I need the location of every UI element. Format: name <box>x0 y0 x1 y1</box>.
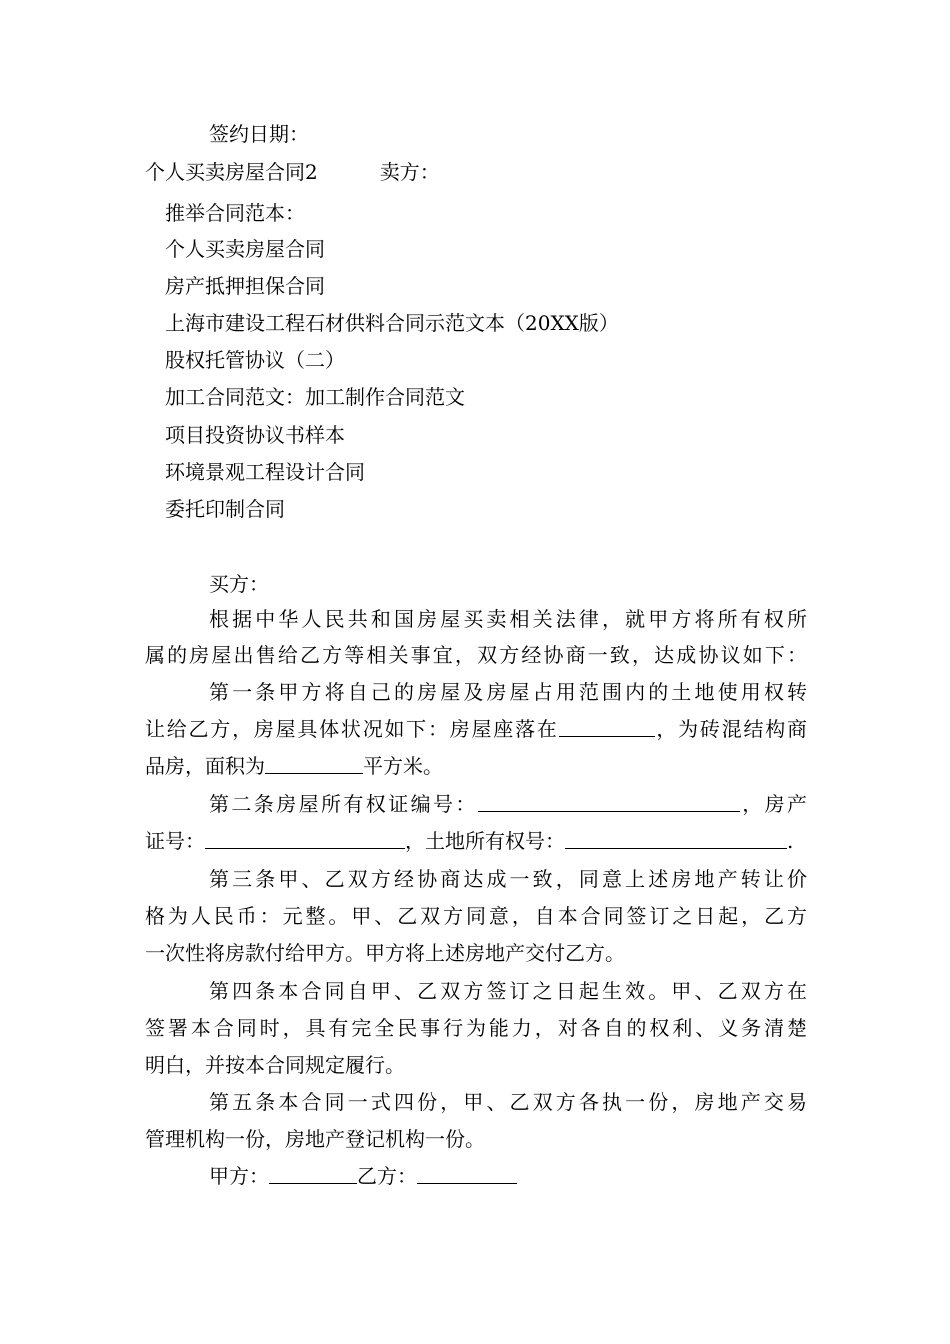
article-4-line: 签署本合同时，具有完全民事行为能力，对各自的权利、义务清楚 <box>145 1016 807 1040</box>
recommend-link[interactable]: 股权托管协议（二） <box>165 348 345 372</box>
blank-party-a <box>269 1165 357 1184</box>
buyer-label: 买方： <box>209 572 269 596</box>
sign-date-label: 签约日期： <box>209 122 309 146</box>
recommend-link[interactable]: 个人买卖房屋合同 <box>165 237 325 261</box>
article-3-line: 格为人民币：元整。甲、乙双方同意，自本合同签订之日起，乙方 <box>145 904 807 928</box>
party-b-label: 乙方： <box>357 1164 417 1188</box>
blank-property-cert <box>205 830 405 849</box>
blank-area <box>265 755 363 774</box>
signature-line <box>209 1164 807 1188</box>
blank-party-b <box>417 1165 517 1184</box>
article-5-line: 管理机构一份，房地产登记机构一份。 <box>145 1127 485 1151</box>
article-3-line: 一次性将房款付给甲方。甲方将上述房地产交付乙方。 <box>145 941 625 965</box>
party-a-label: 甲方： <box>209 1164 269 1188</box>
article-1-line: 让给乙方，房屋具体状况如下：房屋座落在 ，为砖混结构商 <box>145 717 808 741</box>
recommend-heading: 推举合同范本： <box>165 201 305 225</box>
seller-label: 卖方： <box>379 160 440 184</box>
intro-line: 根据中华人民共和国房屋买卖相关法律，就甲方将所有权所 <box>209 607 807 631</box>
article-1-line: 第一条甲方将自己的房屋及房屋占用范围内的土地使用权转 <box>209 680 807 704</box>
article-4-line: 第四条本合同自甲、乙双方签订之日起生效。甲、乙双方在 <box>209 979 807 1003</box>
blank-address <box>559 718 655 737</box>
recommend-link[interactable]: 环境景观工程设计合同 <box>165 460 365 484</box>
article-3-line: 第三条甲、乙双方经协商达成一致，同意上述房地产转让价 <box>209 867 807 891</box>
recommend-link[interactable]: 加工合同范文：加工制作合同范文 <box>165 385 465 409</box>
document-title: 个人买卖房屋合同2 <box>145 160 318 184</box>
article-5-line: 第五条本合同一式四份，甲、乙双方各执一份，房地产交易 <box>209 1090 807 1114</box>
recommend-link[interactable]: 上海市建设工程石材供料合同示范文本（20XX版） <box>165 311 619 335</box>
blank-ownership-cert <box>478 793 740 812</box>
article-4-line: 明白，并按本合同规定履行。 <box>145 1053 405 1077</box>
article-2-line: 第二条房屋所有权证编号： ，房产 <box>209 792 808 816</box>
title-line <box>145 160 807 184</box>
blank-land-cert <box>565 830 787 849</box>
recommend-link[interactable]: 委托印制合同 <box>165 497 285 521</box>
intro-line: 属的房屋出售给乙方等相关事宜，双方经协商一致，达成协议如下： <box>145 643 807 667</box>
recommend-link[interactable]: 项目投资协议书样本 <box>165 423 345 447</box>
article-2-line: 证号： ，土地所有权号： . <box>145 829 794 853</box>
article-1-line: 品房，面积为 平方米。 <box>145 754 443 778</box>
recommend-link[interactable]: 房产抵押担保合同 <box>165 274 325 298</box>
